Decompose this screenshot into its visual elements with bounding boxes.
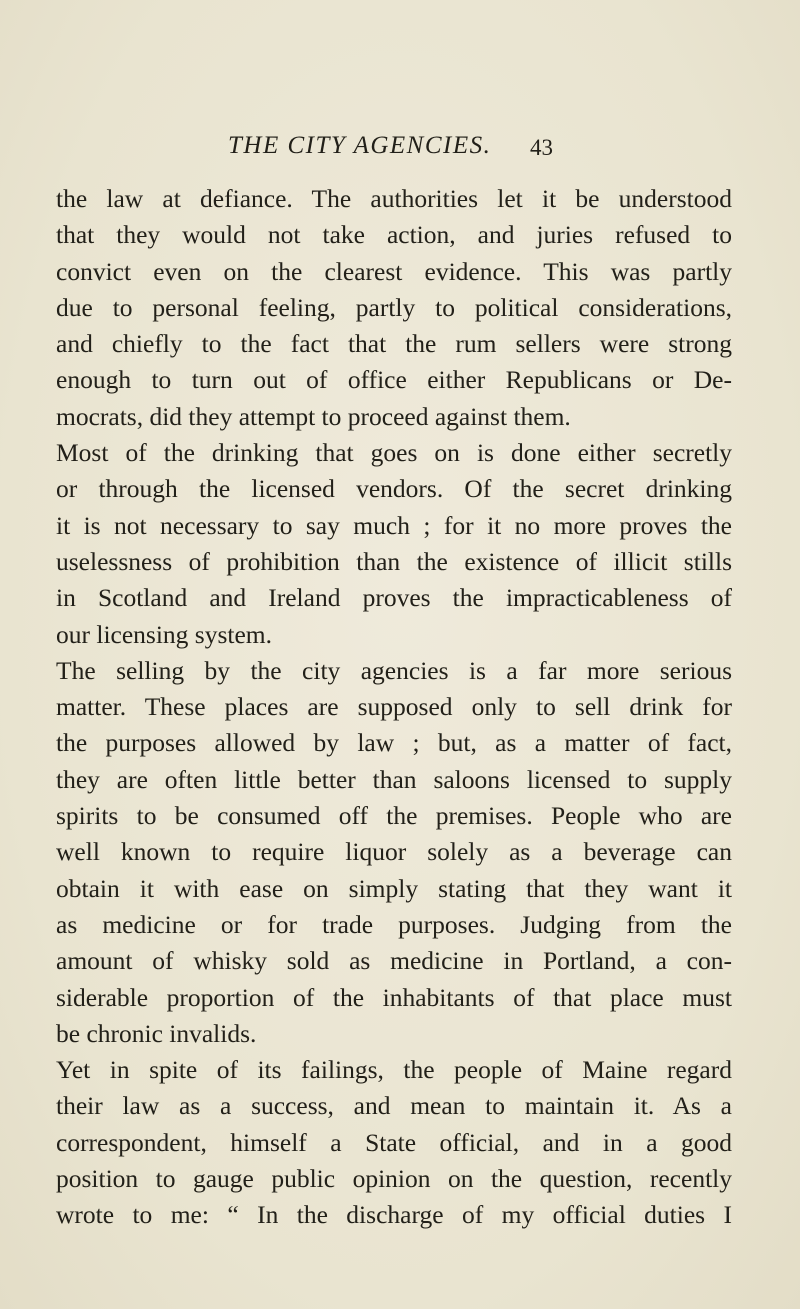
text-line: be chronic invalids. [56,1018,257,1048]
text-line: they are often little better than saloons licensed to supply [56,764,732,794]
text-line: uselessness of prohibition than the existence of illicit stills [56,546,732,576]
text-line: correspondent, himself a State official, and in a good [56,1127,732,1157]
text-line: Yet in spite of its failings, the people of Maine regard [56,1055,732,1085]
text-line: matter. These places are supposed only to sell drink for [56,692,732,722]
text-line: the law at defiance. The authorities let it be understood [56,184,732,213]
text-line: as medicine or for trade purposes. Judging from the [56,909,732,939]
text-line: spirits to be consumed off the premises. People who are [56,801,732,831]
text-line: The selling by the city agencies is a far more serious [56,655,732,685]
text-line: amount of whisky sold as medicine in Portland, a con- [56,946,732,976]
text-line: in Scotland and Ireland proves the impracticableness of [56,583,732,613]
text-line: position to gauge public opinion on the question, recently [56,1164,732,1194]
text-line: mocrats, did they attempt to proceed against them. [56,401,571,431]
text-line: siderable proportion of the inhabitants of that place must [56,982,732,1012]
text-line: our licensing system. [56,619,273,649]
text-line: wrote to me: “ In the discharge of my official duties I [56,1200,732,1230]
body-text [56,181,732,1234]
text-line: that they would not take action, and juries refused to [56,220,732,250]
text-line: their law as a success, and mean to maintain it. As a [56,1091,732,1121]
text-line: it is not necessary to say much ; for it no more proves the [56,510,732,540]
text-line: obtain it with ease on simply stating that they want it [56,873,732,903]
text-line: the purposes allowed by law ; but, as a matter of fact, [56,728,732,758]
page-number: 43 [530,135,553,160]
text-line: Most of the drinking that goes on is done either secretly [56,438,732,468]
text-line: well known to require liquor solely as a beverage can [56,837,732,867]
text-line: and chiefly to the fact that the rum sellers were strong [56,329,732,359]
text-line: convict even on the clearest evidence. This was partly [56,256,732,286]
page-header [0,132,800,168]
text-line: enough to turn out of office either Republicans or De- [56,365,732,395]
running-head: THE CITY AGENCIES. [228,132,492,159]
text-line: or through the licensed vendors. Of the secret drinking [56,474,732,504]
text-line: due to personal feeling, partly to political considerations, [56,292,732,322]
